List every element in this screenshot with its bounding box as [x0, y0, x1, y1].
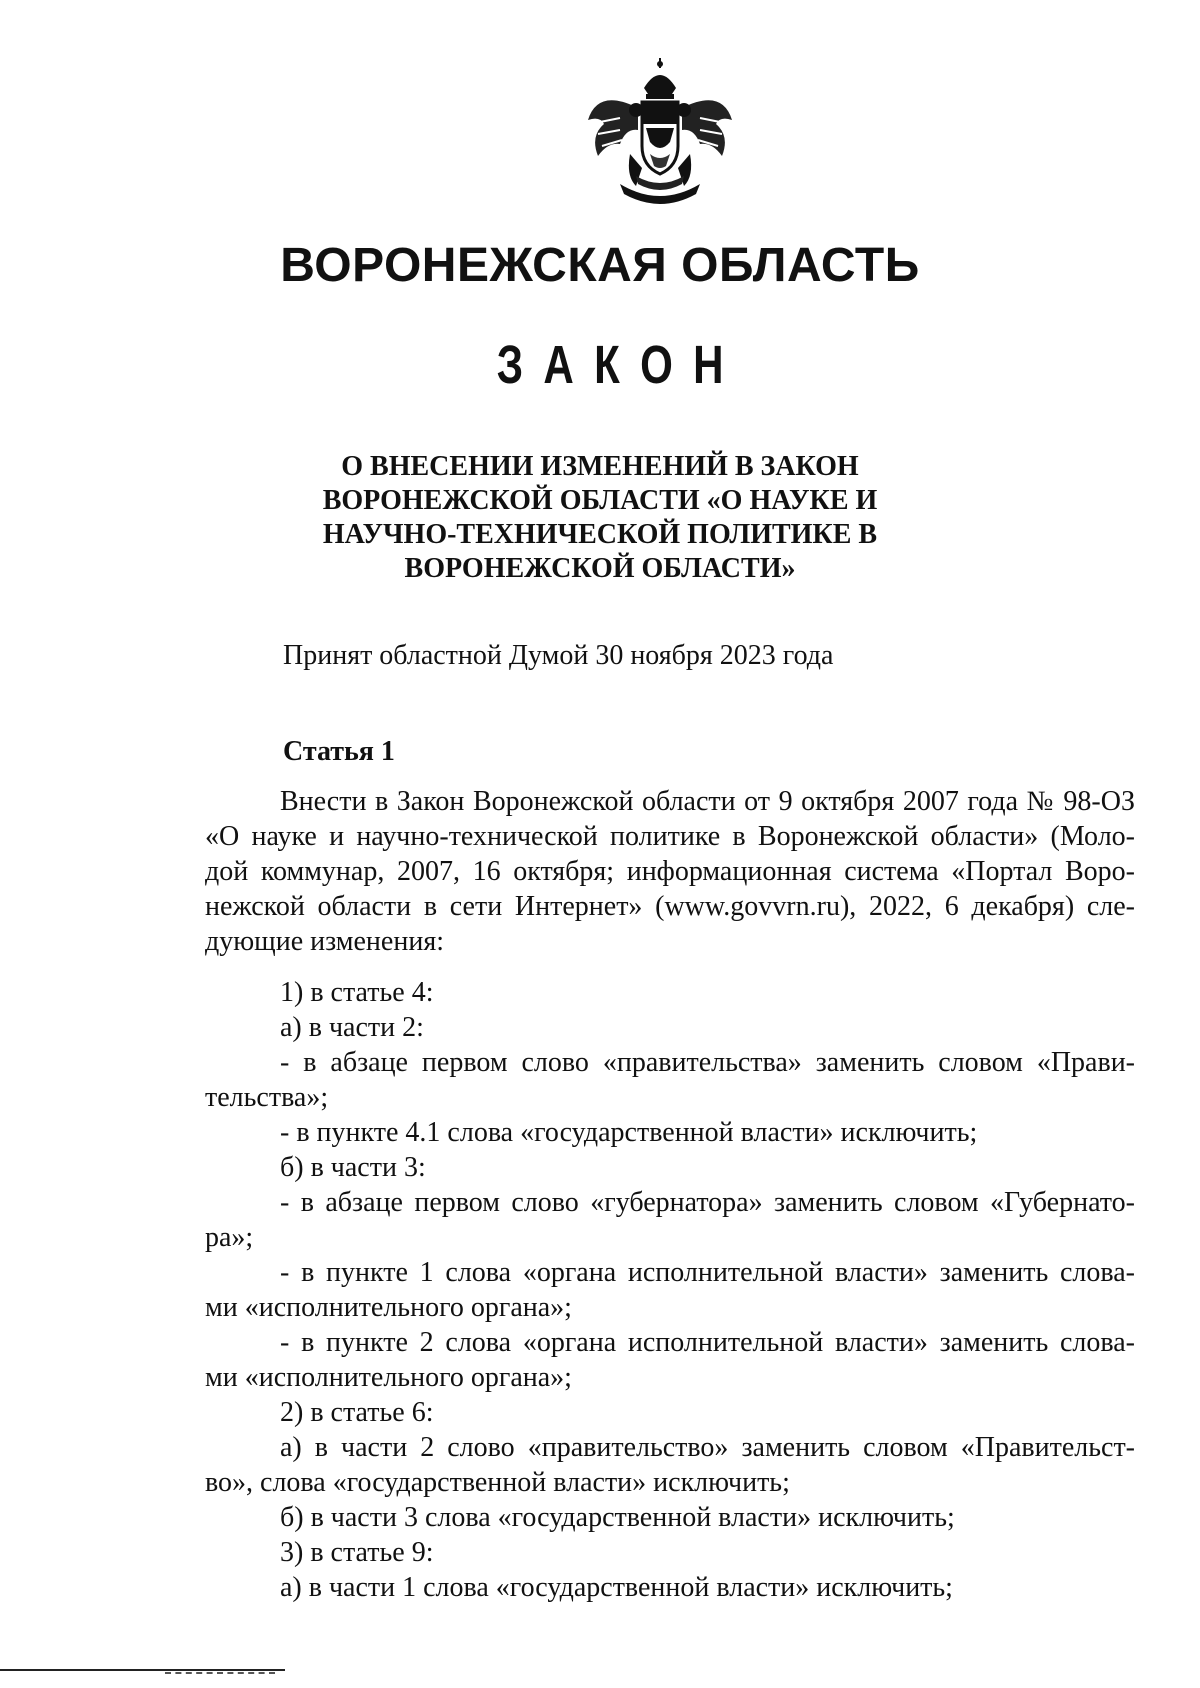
list-item: ми «исполнительного органа»; [205, 1292, 572, 1323]
list-item: - в абзаце первом слово «правительства» заменить словом «Прави- [280, 1047, 1135, 1078]
amendment-list [205, 975, 1135, 1605]
law-title [300, 450, 900, 586]
law-title-line: НАУЧНО-ТЕХНИЧЕСКОЙ ПОЛИТИКЕ В [322, 519, 878, 550]
list-item: ми «исполнительного органа»; [205, 1362, 572, 1393]
list-item: б) в части 3: [280, 1152, 426, 1183]
list-item: тельства»; [205, 1082, 329, 1113]
text-line: «О науке и научно-технической политике в Воронежской области» (Моло- [205, 821, 1135, 852]
text-line: дующие изменения: [205, 926, 444, 957]
list-item: - в абзаце первом слово «губернатора» заменить словом «Губернато- [280, 1187, 1135, 1218]
law-title-line: ВОРОНЕЖСКОЙ ОБЛАСТИ» [404, 553, 796, 584]
list-item: б) в части 3 слова «государственной власти» исключить; [280, 1502, 955, 1533]
text-line: дой коммунар, 2007, 16 октября; информационная система «Портал Воро- [205, 856, 1135, 887]
list-item: - в пункте 1 слова «органа исполнительной власти» заменить слова- [280, 1257, 1135, 1288]
list-item: ра»; [205, 1222, 254, 1253]
list-item: а) в части 2: [280, 1012, 424, 1043]
list-item: - в пункте 2 слова «органа исполнительной власти» заменить слова- [280, 1327, 1135, 1358]
list-item: 2) в статье 6: [280, 1397, 434, 1428]
footer-rule [0, 1669, 285, 1671]
law-title-line: О ВНЕСЕНИИ ИЗМЕНЕНИЙ В ЗАКОН [341, 451, 859, 482]
article-intro [205, 784, 1135, 959]
coat-of-arms-icon [580, 58, 740, 210]
text-line: нежской области в сети Интернет» (www.govvrn.ru), 2022, 6 декабря) сле- [205, 891, 1135, 922]
adoption-note: Принят областной Думой 30 ноября 2023 года [283, 640, 834, 671]
region-title: ВОРОНЕЖСКАЯ ОБЛАСТЬ [280, 239, 920, 292]
article-heading: Статья 1 [283, 736, 395, 767]
footer-dash [165, 1672, 275, 1674]
list-item: 1) в статье 4: [280, 977, 434, 1008]
law-title-line: ВОРОНЕЖСКОЙ ОБЛАСТИ «О НАУКЕ И [322, 485, 878, 516]
document-type: ЗАКОН [496, 335, 744, 395]
list-item: во», слова «государственной власти» исключить; [205, 1467, 790, 1498]
list-item: а) в части 2 слово «правительство» заменить словом «Правительст- [280, 1432, 1135, 1463]
text-line: Внести в Закон Воронежской области от 9 октября 2007 года № 98-ОЗ [280, 786, 1135, 817]
list-item: - в пункте 4.1 слова «государственной власти» исключить; [280, 1117, 978, 1148]
list-item: 3) в статье 9: [280, 1537, 434, 1568]
list-item: а) в части 1 слова «государственной власти» исключить; [280, 1572, 953, 1603]
